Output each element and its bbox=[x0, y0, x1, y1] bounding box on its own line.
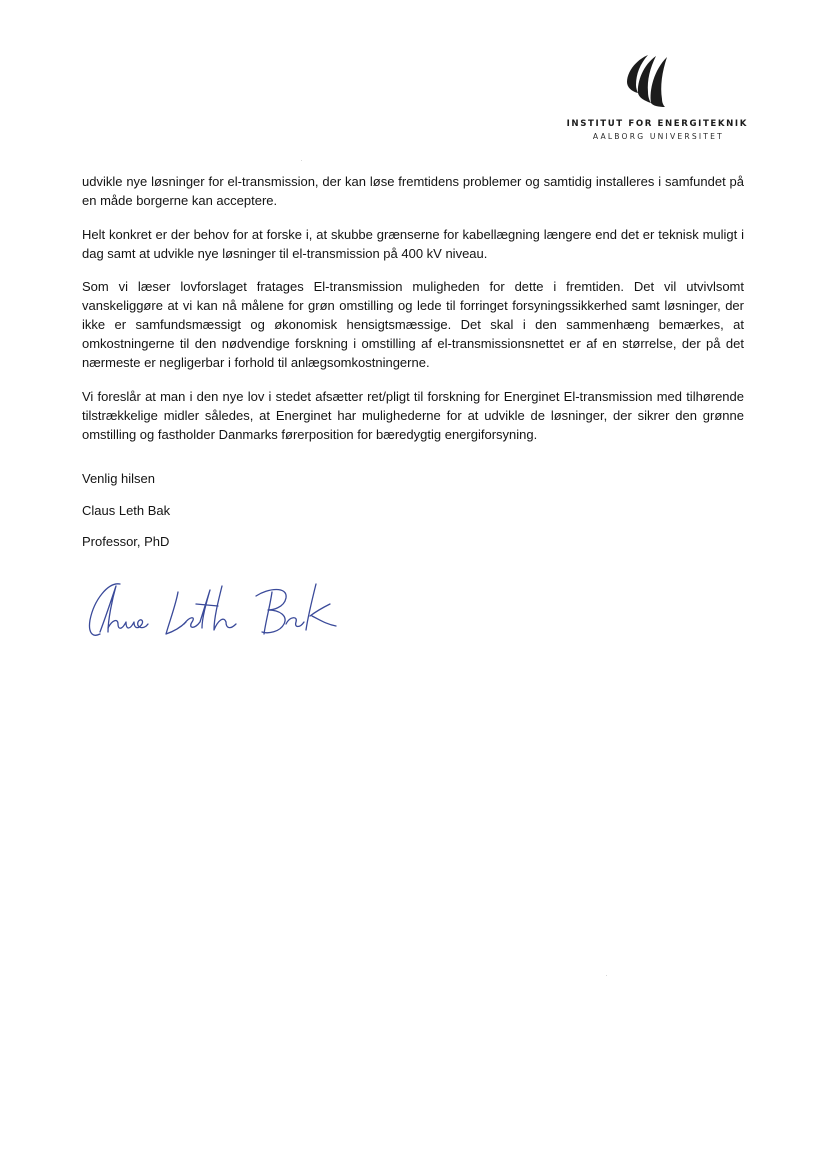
institute-name: INSTITUT FOR ENERGITEKNIK bbox=[566, 119, 748, 129]
signer-name: Claus Leth Bak bbox=[82, 502, 171, 518]
closing-salutation: Venlig hilsen bbox=[82, 471, 155, 486]
paragraph: udvikle nye løsninger for el-transmission, der kan løse fremtidens problemer og samtidig installeres i samfundet på en måde borgerne kan acceptere. bbox=[82, 174, 744, 208]
handwritten-signature bbox=[86, 576, 346, 646]
letter-body bbox=[82, 172, 744, 444]
paragraph: Som vi læser lovforslaget fratages El-transmission muligheden for dette i fremtiden. Det vil utvivlsomt vanskeliggøre at vi kan nå målene for grøn omstilling og lede til forringet forsyningssikkerhed samt løsninger, der ikke er samfundsmæssigt og økonomisk hensigtsmæssige. Det skal i den sammenhæng bemærkes, at omkostningerne til den nødvendige forskning i omstilling af el-transmissionsnettet er af en størrelse, der på det nærmeste er negligerbar i forhold til anlægsomkostningerne. bbox=[82, 279, 744, 370]
letter-closing bbox=[82, 469, 170, 564]
university-name: AALBORG UNIVERSITET bbox=[592, 132, 724, 141]
signer-title: Professor, PhD bbox=[82, 534, 170, 550]
paragraph: Helt konkret er der behov for at forske i, at skubbe grænserne for kabellægning længere end det er teknisk muligt i dag samt at udvikle nye løsninger til el-transmission på 400 kV niveau. bbox=[82, 226, 744, 261]
institute-logo bbox=[560, 52, 760, 152]
paragraph: Vi foreslår at man i den nye lov i stedet afsætter ret/pligt til forskning for Energinet El-transmission med tilhørende tilstrækkelige midler således, at Energinet har mulighederne for at udvikle de løsninger, der sikrer den grønne omstilling og fastholder Danmarks førerposition for bæredygtig energiforsyning. bbox=[82, 388, 744, 442]
aau-wave-logo-icon bbox=[624, 52, 670, 108]
scan-speck bbox=[301, 160, 302, 161]
scan-speck bbox=[606, 975, 607, 976]
